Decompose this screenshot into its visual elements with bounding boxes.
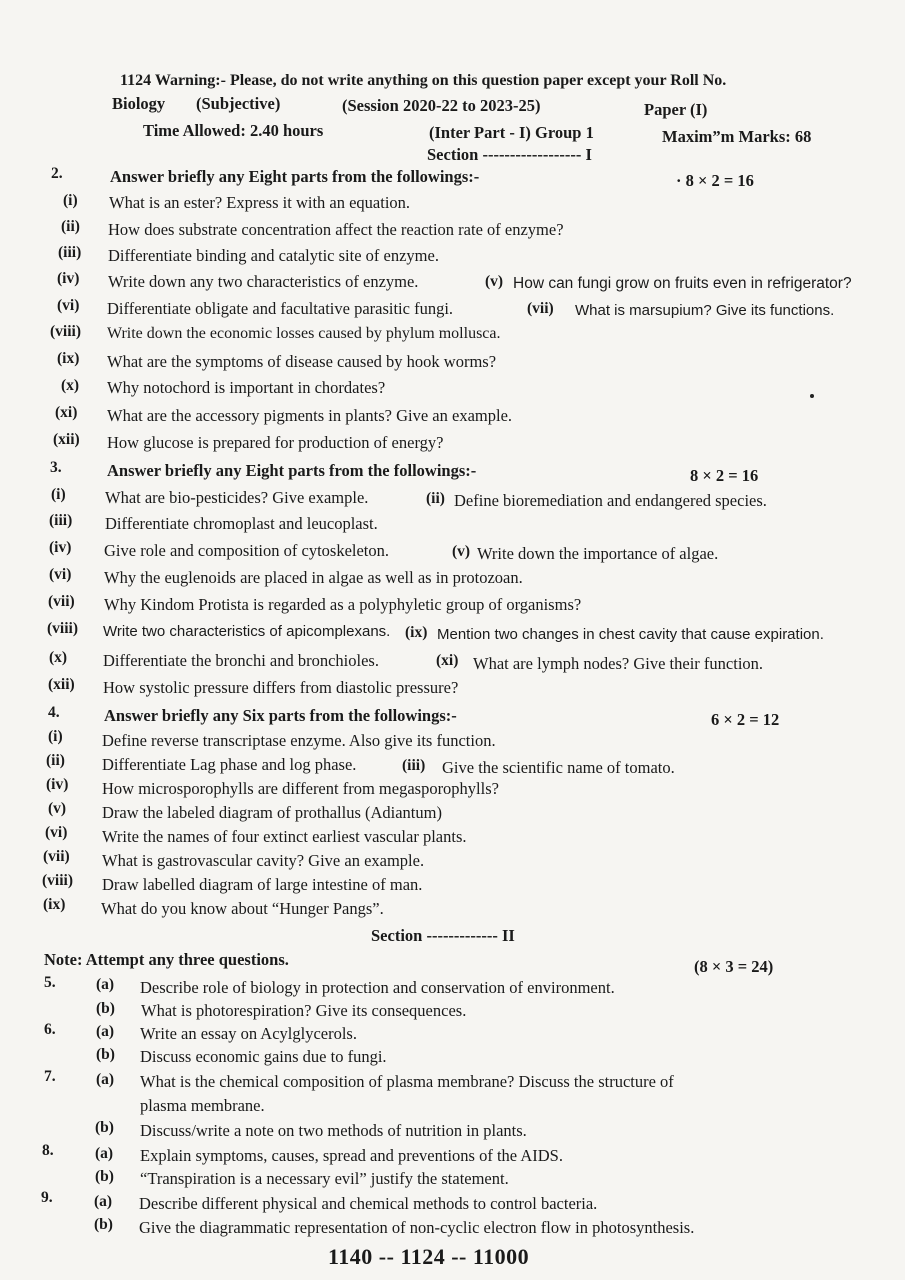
part-b-text: “Transpiration is a necessary evil” justify the statement.	[140, 1169, 509, 1188]
part-a-label: (a)	[96, 976, 115, 993]
question-number: 9.	[41, 1189, 53, 1206]
q3-part-text: Why the euglenoids are placed in algae as well as in protozoan.	[104, 568, 523, 587]
q4-part-text: What do you know about “Hunger Pangs”.	[101, 899, 384, 918]
q2-part-text: What is an ester? Express it with an equation.	[109, 193, 411, 212]
session: (Session 2020-22 to 2023-25)	[342, 96, 541, 115]
q4-part-label: (viii)	[42, 872, 73, 889]
warning-line: 1124 Warning:- Please, do not write anything on this question paper except your Roll No.	[120, 72, 727, 89]
part-b-text: Give the diagrammatic representation of non-cyclic electron flow in photosynthesis.	[139, 1218, 695, 1237]
inter-group: (Inter Part - I) Group 1	[429, 123, 594, 142]
part-b-text: Discuss/write a note on two methods of nutrition in plants.	[140, 1121, 527, 1140]
part-a-text: Describe different physical and chemical methods to control bacteria.	[139, 1194, 598, 1213]
q2-part-text: What is marsupium? Give its functions.	[575, 302, 835, 319]
q2-part-text: Write down any two characteristics of enzyme.	[108, 272, 419, 291]
q3-part-text: Write down the importance of algae.	[477, 544, 719, 563]
q2-part-text: How glucose is prepared for production of energy?	[107, 433, 444, 452]
q4-part-text: Draw the labeled diagram of prothallus (Adiantum)	[102, 803, 442, 822]
q3-part-text: Differentiate chromoplast and leucoplast.	[105, 514, 378, 533]
q2-part-label: (ix)	[57, 350, 80, 367]
paper-number: Paper (I)	[644, 100, 708, 119]
q3-part-label: (v)	[452, 543, 471, 560]
section-2-marks: (8 × 3 = 24)	[694, 957, 774, 976]
q3-part-text: Give role and composition of cytoskeleton.	[104, 541, 390, 560]
q2-part-label: (iii)	[58, 244, 82, 261]
part-a-label: (a)	[95, 1145, 114, 1162]
q2-part-label: (x)	[61, 377, 80, 394]
note: Note: Attempt any three questions.	[44, 950, 289, 969]
q3-part-label: (i)	[51, 486, 66, 503]
stray-dot	[810, 394, 814, 398]
q2-part-text: Differentiate binding and catalytic site of enzyme.	[108, 246, 439, 265]
q4-part-text: Draw labelled diagram of large intestine of man.	[102, 875, 423, 894]
q4-part-label: (vi)	[45, 824, 68, 841]
q3-part-label: (ix)	[405, 624, 428, 641]
q4-part-label: (iv)	[46, 776, 69, 793]
q4-part-text: What is gastrovascular cavity? Give an example.	[102, 851, 425, 870]
q4-part-label: (vii)	[43, 848, 70, 865]
part-a-text: Describe role of biology in protection and conservation of environment.	[140, 978, 615, 997]
q3-part-label: (xii)	[48, 676, 75, 693]
part-b-label: (b)	[95, 1168, 114, 1185]
part-b-label: (b)	[96, 1000, 115, 1017]
part-a-label: (a)	[94, 1193, 113, 1210]
q4-part-text: Differentiate Lag phase and log phase.	[102, 755, 357, 774]
q2-marks: · 8 × 2 = 16	[676, 171, 754, 190]
question-number: 7.	[44, 1068, 56, 1085]
q3-part-text: Define bioremediation and endangered species.	[454, 491, 767, 510]
q2-part-label: (i)	[63, 192, 78, 209]
q3-part-text: Mention two changes in chest cavity that cause expiration.	[437, 626, 824, 643]
q2-part-text: How does substrate concentration affect the reaction rate of enzyme?	[108, 220, 564, 239]
part-a-label: (a)	[96, 1023, 115, 1040]
q4-part-label: (iii)	[402, 757, 426, 774]
part-a-label: (a)	[96, 1071, 115, 1088]
q4-part-text: Give the scientific name of tomato.	[442, 758, 675, 777]
q2-part-label: (vi)	[57, 297, 80, 314]
q3-part-text: What are bio-pesticides? Give example.	[105, 488, 369, 507]
part-b-label: (b)	[96, 1046, 115, 1063]
q2-part-text: What are the symptoms of disease caused by hook worms?	[107, 352, 497, 371]
q3-part-label: (vi)	[49, 566, 72, 583]
footer-code: 1140 -- 1124 -- 11000	[328, 1244, 530, 1269]
time-allowed: Time Allowed: 2.40 hours	[143, 121, 324, 140]
max-marks: Maxim”m Marks: 68	[662, 127, 812, 146]
q2-part-label: (v)	[485, 273, 504, 290]
q3-title: Answer briefly any Eight parts from the followings:-	[107, 461, 477, 480]
part-a-text: What is the chemical composition of plasma membrane? Discuss the structure of	[140, 1072, 674, 1091]
q3-number: 3.	[50, 459, 62, 476]
q3-part-label: (ii)	[426, 490, 445, 507]
part-b-text: Discuss economic gains due to fungi.	[140, 1047, 387, 1066]
q2-number: 2.	[51, 165, 63, 182]
q3-part-label: (iv)	[49, 539, 72, 556]
q2-part-label: (ii)	[61, 218, 80, 235]
q3-marks: 8 × 2 = 16	[690, 466, 759, 485]
q2-part-text: What are the accessory pigments in plants? Give an example.	[107, 406, 513, 425]
section-1-title: Section ------------------ I	[427, 145, 592, 164]
q3-part-label: (xi)	[436, 652, 459, 669]
q3-part-text: Differentiate the bronchi and bronchioles.	[103, 651, 379, 670]
q4-part-text: Write the names of four extinct earliest vascular plants.	[102, 827, 467, 846]
q4-part-label: (v)	[48, 800, 67, 817]
part-a-text: Explain symptoms, causes, spread and preventions of the AIDS.	[140, 1146, 563, 1165]
q2-part-text: Write down the economic losses caused by phylum mollusca.	[107, 325, 501, 342]
q4-number: 4.	[48, 704, 60, 721]
q2-title: Answer briefly any Eight parts from the followings:-	[110, 167, 480, 186]
q4-title: Answer briefly any Six parts from the followings:-	[104, 706, 457, 725]
q4-marks: 6 × 2 = 12	[711, 710, 780, 729]
q2-part-label: (xii)	[53, 431, 80, 448]
q2-part-text: Why notochord is important in chordates?	[107, 378, 386, 397]
q4-part-text: How microsporophylls are different from megasporophylls?	[102, 779, 499, 798]
q2-part-text: How can fungi grow on fruits even in refrigerator?	[513, 275, 852, 292]
subject: Biology	[112, 94, 166, 113]
q3-part-text: Why Kindom Protista is regarded as a polyphyletic group of organisms?	[104, 595, 582, 614]
question-number: 5.	[44, 974, 56, 991]
q3-part-label: (vii)	[48, 593, 75, 610]
q3-part-text: How systolic pressure differs from diastolic pressure?	[103, 678, 459, 697]
part-b-label: (b)	[94, 1216, 113, 1233]
q2-part-label: (iv)	[57, 270, 80, 287]
q3-part-label: (x)	[49, 649, 68, 666]
q3-part-text: Write two characteristics of apicomplexans.	[103, 623, 391, 640]
part-b-text: What is photorespiration? Give its consequences.	[141, 1001, 467, 1020]
part-b-label: (b)	[95, 1119, 114, 1136]
q4-part-text: Define reverse transcriptase enzyme. Also give its function.	[102, 731, 496, 750]
q3-part-label: (iii)	[49, 512, 73, 529]
q2-part-text: Differentiate obligate and facultative parasitic fungi.	[107, 299, 454, 318]
q3-part-label: (viii)	[47, 620, 78, 637]
q4-part-label: (ii)	[46, 752, 65, 769]
q2-part-label: (xi)	[55, 404, 78, 421]
question-number: 8.	[42, 1142, 54, 1159]
q3-part-text: What are lymph nodes? Give their function.	[473, 654, 764, 673]
q4-part-label: (i)	[48, 728, 63, 745]
question-number: 6.	[44, 1021, 56, 1038]
section-2-title: Section ------------- II	[371, 926, 515, 945]
part-a-text-cont: plasma membrane.	[140, 1096, 265, 1115]
q4-part-label: (ix)	[43, 896, 66, 913]
paper-type: (Subjective)	[196, 94, 281, 113]
part-a-text: Write an essay on Acylglycerols.	[140, 1024, 357, 1043]
q2-part-label: (viii)	[50, 323, 81, 340]
q2-part-label: (vii)	[527, 300, 554, 317]
